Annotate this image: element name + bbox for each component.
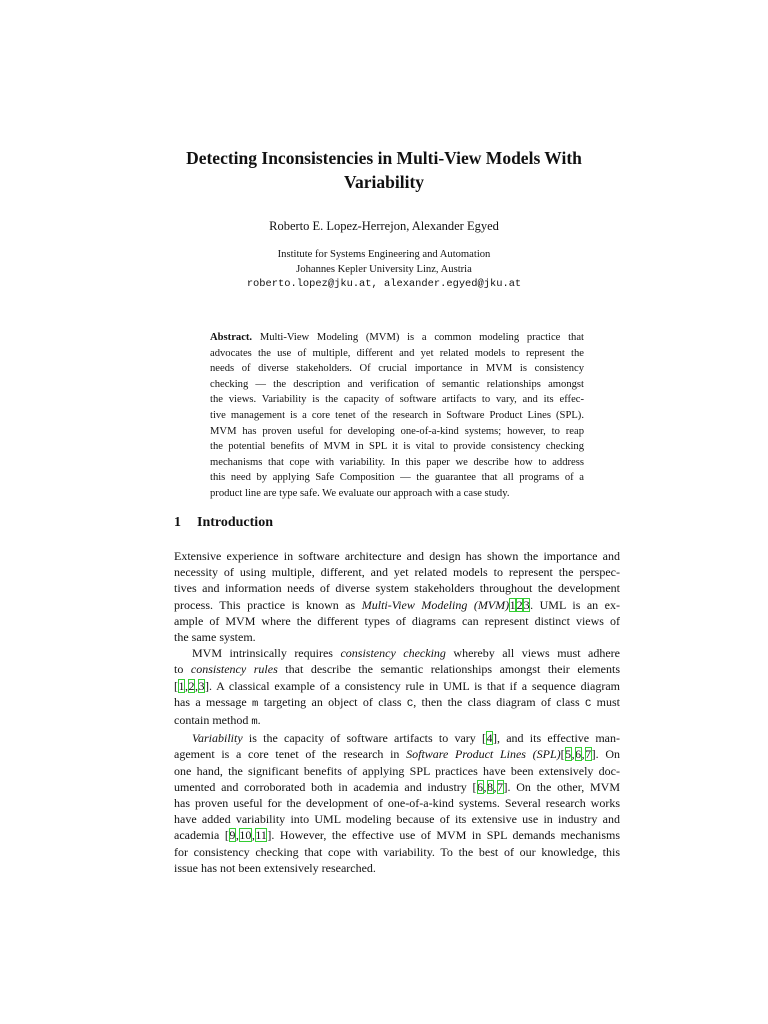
body-line: have added variability into UML modeling because of its extensive use in industry and [174, 812, 620, 827]
title-line-2: Variability [343, 172, 425, 192]
citation-link[interactable]: 1 [509, 597, 516, 612]
abstract-line: Abstract. Multi-View Modeling (MVM) is a common modeling practice that [210, 332, 584, 343]
body-line: tives and information needs of diverse system stakeholders throughout the development [174, 581, 620, 596]
body-line: MVM intrinsically requires consistency checking whereby all views must adhere [192, 646, 621, 661]
body-line: the same system. [174, 630, 256, 645]
abstract-line: MVM has proven useful for developing one-of-a-kind systems; however, to reap [210, 425, 584, 437]
body-line: agement is a core tenet of the research in Software Product Lines (SPL)[5,6,7]. On [174, 747, 620, 762]
citation-link[interactable]: 6 [575, 747, 582, 762]
citation-link[interactable]: 5 [565, 747, 572, 762]
body-line: one hand, the significant benefits of applying SPL practices have been extensively doc- [174, 763, 620, 778]
body-line: to consistency rules that describe the semantic relationships amongst their elements [174, 662, 620, 677]
author-emails: roberto.lopez@jku.at, alexander.egyed@jku.at [246, 278, 522, 290]
citation-link[interactable]: 7 [585, 747, 592, 762]
abstract-line: product line are type safe. We evaluate our approach with a case study. [210, 487, 510, 499]
abstract-line: the potential benefits of MVM in SPL it is vital to provide consistency checking [210, 441, 584, 453]
citation-link[interactable]: 2 [516, 597, 523, 612]
introduction-body [174, 548, 620, 876]
title-line-1: Detecting Inconsistencies in Multi-View Models With [186, 148, 582, 168]
body-line: [1,2,3]. A classical example of a consistency rule in UML is that if a sequence diagram [174, 678, 620, 693]
body-line: Variability is the capacity of software artifacts to vary [4], and its effective man- [192, 731, 620, 746]
abstract-line: this need by applying Safe Composition — the guarantee that all programs of a [210, 472, 584, 484]
citation-link[interactable]: 3 [523, 597, 530, 612]
citation-link[interactable]: 1 [178, 678, 185, 693]
body-line: process. This practice is known as Multi-View Modeling (MVM)123. UML is an ex- [174, 597, 621, 612]
citation-link[interactable]: 9 [229, 828, 236, 843]
body-line: academia [9,10,11]. However, the effective use of MVM in SPL demands mechanisms [174, 828, 620, 843]
abstract-line: mechanisms that cope with variability. In this paper we describe how to address [210, 456, 584, 468]
abstract-label: Abstract. [210, 332, 253, 343]
body-line: has a message m targeting an object of class C, then the class diagram of class C must [174, 694, 620, 710]
body-line: ample of MVM where the different types of diagrams can represent distinct views of [174, 613, 620, 628]
section-number: 1 [174, 515, 181, 530]
abstract-line: checking — the description and verification of semantic relationships amongst [210, 378, 584, 390]
citation-link[interactable]: 3 [198, 678, 205, 693]
paper-title [150, 146, 618, 194]
affiliation-block [150, 247, 618, 292]
body-line: umented and corroborated both in academia and industry [6,8,7]. On the other, MVM [174, 779, 620, 794]
section-title: Introduction [197, 515, 273, 530]
code-identifier: m [252, 697, 259, 710]
citation-link[interactable]: 4 [486, 731, 493, 746]
author-list: Roberto E. Lopez-Herrejon, Alexander Egyed [269, 219, 499, 233]
citation-link[interactable]: 7 [497, 779, 504, 794]
body-line: Extensive experience in software architecture and design has shown the importance and [174, 549, 620, 563]
university-name: Johannes Kepler University Linz, Austria [296, 264, 472, 275]
citation-link[interactable]: 8 [487, 779, 494, 794]
citation-link[interactable]: 10 [239, 828, 252, 843]
abstract-line: advocates the use of multiple, different and yet related models to represent the [210, 347, 584, 359]
code-identifier: m [251, 716, 258, 729]
code-identifier: C [406, 697, 414, 710]
abstract-line: needs of diverse stakeholders. Of crucial importance in MVM is consistency [210, 363, 584, 375]
citation-link[interactable]: 6 [477, 779, 484, 794]
body-line: for consistency checking that cope with variability. To the best of our knowledge, this [174, 844, 620, 859]
code-identifier: C [584, 697, 592, 710]
body-line: necessity of using multiple, different, and yet related models to represent the perspec- [174, 565, 620, 580]
abstract-line: tive management is a core tenet of the research in Software Product Lines (SPL). [210, 409, 584, 421]
institute-name: Institute for Systems Engineering and Automation [277, 249, 491, 260]
section-heading [174, 513, 273, 533]
abstract-block [210, 330, 584, 502]
abstract-line: the views. Variability is the capacity of software artifacts to vary, and its effec- [210, 394, 584, 406]
citation-link[interactable]: 11 [255, 828, 267, 843]
body-line: has proven useful for the development of one-of-a-kind systems. Several research works [174, 796, 620, 811]
body-line: contain method m. [174, 713, 261, 729]
body-line: issue has not been extensively researched. [174, 860, 376, 875]
citation-link[interactable]: 2 [188, 678, 195, 693]
